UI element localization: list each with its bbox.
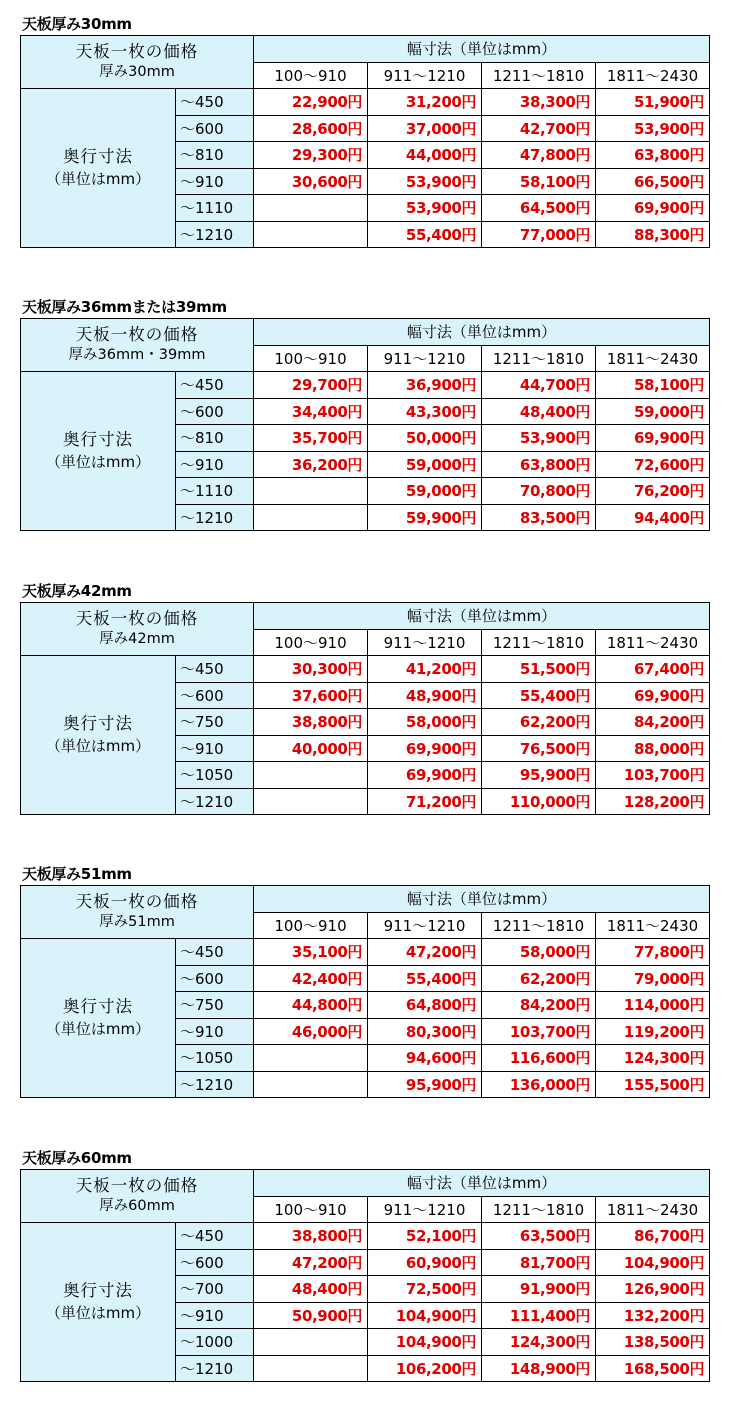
depth-label-line1: 奥行寸法	[63, 1281, 133, 1300]
table-row	[21, 89, 710, 116]
price-cell: 35,100円	[254, 939, 368, 966]
depth-cell: ～450	[176, 89, 254, 116]
price-cell: 47,200円	[254, 1249, 368, 1276]
price-cell: 62,200円	[482, 709, 596, 736]
price-cell: 64,500円	[482, 195, 596, 222]
price-cell: 59,900円	[368, 504, 482, 531]
corner-title: 天板一枚の価格	[75, 892, 199, 911]
width-range-cell: 100～910	[254, 345, 368, 372]
price-cell: 79,000円	[596, 965, 710, 992]
table-row	[21, 939, 710, 966]
price-cell: 62,200円	[482, 965, 596, 992]
price-cell: 53,900円	[596, 115, 710, 142]
depth-label-line1: 奥行寸法	[63, 430, 133, 449]
width-range-cell: 1211～1810	[482, 1196, 596, 1223]
price-cell: 71,200円	[368, 788, 482, 815]
width-range-cell: 1811～2430	[596, 629, 710, 656]
depth-cell: ～600	[176, 115, 254, 142]
depth-cell: ～450	[176, 1223, 254, 1250]
thickness-label: 厚み51mm	[99, 914, 175, 930]
width-range-cell: 100～910	[254, 62, 368, 89]
price-cell: 77,000円	[482, 221, 596, 248]
price-cell: 46,000円	[254, 1018, 368, 1045]
depth-label-line2: （単位はmm）	[45, 170, 151, 188]
price-cell: 51,900円	[596, 89, 710, 116]
price-cell: 110,000円	[482, 788, 596, 815]
price-cell: 48,400円	[254, 1276, 368, 1303]
price-cell: 47,800円	[482, 142, 596, 169]
depth-cell: ～450	[176, 939, 254, 966]
width-range-cell: 911～1210	[368, 62, 482, 89]
price-cell: 42,400円	[254, 965, 368, 992]
width-range-cell: 1811～2430	[596, 345, 710, 372]
price-cell: 124,300円	[482, 1329, 596, 1356]
price-cell: 60,900円	[368, 1249, 482, 1276]
table-corner-label	[21, 603, 254, 656]
depth-cell: ～910	[176, 1302, 254, 1329]
width-range-cell: 1211～1810	[482, 62, 596, 89]
depth-cell: ～910	[176, 168, 254, 195]
price-cell: 29,300円	[254, 142, 368, 169]
price-cell	[254, 762, 368, 789]
depth-axis-label	[21, 89, 176, 248]
width-header: 幅寸法（単位はmm）	[254, 886, 710, 913]
price-cell: 106,200円	[368, 1355, 482, 1382]
depth-cell: ～700	[176, 1276, 254, 1303]
price-cell: 69,900円	[368, 762, 482, 789]
price-cell	[254, 1355, 368, 1382]
price-cell: 155,500円	[596, 1071, 710, 1098]
width-range-cell: 100～910	[254, 912, 368, 939]
price-cell	[254, 788, 368, 815]
price-cell: 104,900円	[596, 1249, 710, 1276]
price-cell: 168,500円	[596, 1355, 710, 1382]
section-title: 天板厚み30mm	[22, 15, 132, 33]
price-cell: 104,900円	[368, 1302, 482, 1329]
thickness-label: 厚み36mm・39mm	[68, 347, 206, 363]
depth-cell: ～1210	[176, 788, 254, 815]
depth-cell: ～810	[176, 425, 254, 452]
width-range-cell: 911～1210	[368, 345, 482, 372]
table-corner-label	[21, 36, 254, 89]
depth-label-line2: （単位はmm）	[45, 1020, 151, 1038]
price-cell: 66,500円	[596, 168, 710, 195]
price-cell: 37,600円	[254, 682, 368, 709]
price-cell	[254, 221, 368, 248]
depth-cell: ～600	[176, 1249, 254, 1276]
price-cell: 59,000円	[368, 478, 482, 505]
width-range-cell: 1211～1810	[482, 912, 596, 939]
price-cell: 38,800円	[254, 1223, 368, 1250]
price-cell: 34,400円	[254, 398, 368, 425]
width-range-cell: 1811～2430	[596, 1196, 710, 1223]
price-cell: 50,900円	[254, 1302, 368, 1329]
header-row	[21, 603, 710, 630]
corner-title: 天板一枚の価格	[75, 1176, 199, 1195]
price-cell: 59,000円	[368, 451, 482, 478]
depth-cell: ～1110	[176, 195, 254, 222]
depth-label-line2: （単位はmm）	[45, 1304, 151, 1322]
depth-axis-label	[21, 939, 176, 1098]
price-cell: 69,900円	[596, 682, 710, 709]
price-cell: 58,100円	[596, 372, 710, 399]
width-header: 幅寸法（単位はmm）	[254, 36, 710, 63]
table-row	[21, 1223, 710, 1250]
width-range-cell: 911～1210	[368, 629, 482, 656]
depth-cell: ～600	[176, 682, 254, 709]
price-cell: 64,800円	[368, 992, 482, 1019]
price-cell	[254, 504, 368, 531]
width-range-cell: 911～1210	[368, 1196, 482, 1223]
price-cell: 126,900円	[596, 1276, 710, 1303]
width-range-cell: 1811～2430	[596, 62, 710, 89]
depth-cell: ～1210	[176, 221, 254, 248]
table-corner-label	[21, 319, 254, 372]
price-cell: 58,000円	[482, 939, 596, 966]
table-row	[21, 372, 710, 399]
depth-cell: ～600	[176, 398, 254, 425]
price-cell: 116,600円	[482, 1045, 596, 1072]
width-range-cell: 911～1210	[368, 912, 482, 939]
depth-cell: ～600	[176, 965, 254, 992]
price-cell: 70,800円	[482, 478, 596, 505]
price-cell: 63,800円	[596, 142, 710, 169]
price-cell	[254, 478, 368, 505]
depth-cell: ～450	[176, 656, 254, 683]
depth-cell: ～1050	[176, 762, 254, 789]
price-cell: 69,900円	[596, 195, 710, 222]
price-cell: 58,100円	[482, 168, 596, 195]
width-range-cell: 100～910	[254, 1196, 368, 1223]
price-cell: 88,000円	[596, 735, 710, 762]
depth-label-line2: （単位はmm）	[45, 737, 151, 755]
corner-title: 天板一枚の価格	[75, 42, 199, 61]
depth-cell: ～910	[176, 1018, 254, 1045]
table-corner-label	[21, 886, 254, 939]
price-cell: 51,500円	[482, 656, 596, 683]
price-cell: 58,000円	[368, 709, 482, 736]
price-cell: 80,300円	[368, 1018, 482, 1045]
price-cell: 103,700円	[596, 762, 710, 789]
price-cell: 86,700円	[596, 1223, 710, 1250]
price-cell: 53,900円	[482, 425, 596, 452]
price-cell: 138,500円	[596, 1329, 710, 1356]
price-cell: 67,400円	[596, 656, 710, 683]
price-cell: 95,900円	[368, 1071, 482, 1098]
depth-cell: ～1210	[176, 1355, 254, 1382]
depth-cell: ～450	[176, 372, 254, 399]
price-cell: 77,800円	[596, 939, 710, 966]
price-cell: 94,400円	[596, 504, 710, 531]
price-table	[20, 35, 710, 248]
depth-cell: ～1000	[176, 1329, 254, 1356]
header-row	[21, 319, 710, 346]
price-cell: 44,000円	[368, 142, 482, 169]
width-range-cell: 1211～1810	[482, 629, 596, 656]
price-cell: 47,200円	[368, 939, 482, 966]
price-cell: 48,900円	[368, 682, 482, 709]
price-cell: 83,500円	[482, 504, 596, 531]
price-cell: 30,300円	[254, 656, 368, 683]
section-title: 天板厚み36mmまたは39mm	[22, 298, 227, 316]
price-cell: 37,000円	[368, 115, 482, 142]
price-cell: 42,700円	[482, 115, 596, 142]
section-title: 天板厚み60mm	[22, 1149, 132, 1167]
price-cell: 38,800円	[254, 709, 368, 736]
price-cell: 31,200円	[368, 89, 482, 116]
price-cell	[254, 1071, 368, 1098]
depth-axis-label	[21, 1223, 176, 1382]
price-cell: 128,200円	[596, 788, 710, 815]
price-cell: 69,900円	[368, 735, 482, 762]
header-row	[21, 1170, 710, 1197]
header-row	[21, 886, 710, 913]
price-cell: 52,100円	[368, 1223, 482, 1250]
price-table	[20, 885, 710, 1098]
thickness-label: 厚み42mm	[99, 631, 175, 647]
price-cell: 30,600円	[254, 168, 368, 195]
price-cell: 22,900円	[254, 89, 368, 116]
price-cell	[254, 1329, 368, 1356]
price-cell: 81,700円	[482, 1249, 596, 1276]
price-cell: 53,900円	[368, 195, 482, 222]
price-cell: 36,200円	[254, 451, 368, 478]
section-title: 天板厚み42mm	[22, 582, 132, 600]
price-cell: 124,300円	[596, 1045, 710, 1072]
price-cell: 29,700円	[254, 372, 368, 399]
width-header: 幅寸法（単位はmm）	[254, 603, 710, 630]
price-cell: 119,200円	[596, 1018, 710, 1045]
price-table	[20, 602, 710, 815]
price-cell: 35,700円	[254, 425, 368, 452]
price-cell: 132,200円	[596, 1302, 710, 1329]
price-cell: 72,600円	[596, 451, 710, 478]
thickness-label: 厚み30mm	[99, 64, 175, 80]
depth-cell: ～810	[176, 142, 254, 169]
corner-title: 天板一枚の価格	[75, 609, 199, 628]
price-cell: 84,200円	[596, 709, 710, 736]
depth-cell: ～1050	[176, 1045, 254, 1072]
price-cell: 63,500円	[482, 1223, 596, 1250]
price-cell: 55,400円	[368, 221, 482, 248]
price-cell: 148,900円	[482, 1355, 596, 1382]
price-cell: 88,300円	[596, 221, 710, 248]
depth-cell: ～750	[176, 709, 254, 736]
depth-label-line1: 奥行寸法	[63, 147, 133, 166]
price-cell: 40,000円	[254, 735, 368, 762]
price-cell: 84,200円	[482, 992, 596, 1019]
price-cell: 41,200円	[368, 656, 482, 683]
price-cell	[254, 195, 368, 222]
width-header: 幅寸法（単位はmm）	[254, 1170, 710, 1197]
price-cell: 28,600円	[254, 115, 368, 142]
depth-axis-label	[21, 656, 176, 815]
corner-title: 天板一枚の価格	[75, 325, 199, 344]
depth-cell: ～1210	[176, 504, 254, 531]
price-cell: 69,900円	[596, 425, 710, 452]
price-cell: 63,800円	[482, 451, 596, 478]
price-cell: 36,900円	[368, 372, 482, 399]
depth-axis-label	[21, 372, 176, 531]
depth-cell: ～1210	[176, 1071, 254, 1098]
price-cell	[254, 1045, 368, 1072]
width-range-cell: 1211～1810	[482, 345, 596, 372]
price-cell: 44,800円	[254, 992, 368, 1019]
price-cell: 103,700円	[482, 1018, 596, 1045]
price-cell: 76,500円	[482, 735, 596, 762]
depth-label-line1: 奥行寸法	[63, 997, 133, 1016]
price-cell: 59,000円	[596, 398, 710, 425]
price-cell: 72,500円	[368, 1276, 482, 1303]
price-cell: 38,300円	[482, 89, 596, 116]
depth-label-line1: 奥行寸法	[63, 714, 133, 733]
price-cell: 114,000円	[596, 992, 710, 1019]
price-cell: 53,900円	[368, 168, 482, 195]
price-cell: 50,000円	[368, 425, 482, 452]
price-cell: 136,000円	[482, 1071, 596, 1098]
depth-cell: ～910	[176, 735, 254, 762]
width-range-cell: 100～910	[254, 629, 368, 656]
depth-cell: ～1110	[176, 478, 254, 505]
price-table	[20, 318, 710, 531]
price-cell: 95,900円	[482, 762, 596, 789]
header-row	[21, 36, 710, 63]
price-cell: 55,400円	[482, 682, 596, 709]
thickness-label: 厚み60mm	[99, 1198, 175, 1214]
table-row	[21, 656, 710, 683]
depth-label-line2: （単位はmm）	[45, 453, 151, 471]
width-range-cell: 1811～2430	[596, 912, 710, 939]
width-header: 幅寸法（単位はmm）	[254, 319, 710, 346]
price-cell: 94,600円	[368, 1045, 482, 1072]
price-cell: 55,400円	[368, 965, 482, 992]
price-cell: 48,400円	[482, 398, 596, 425]
section-title: 天板厚み51mm	[22, 865, 132, 883]
price-cell: 43,300円	[368, 398, 482, 425]
price-cell: 91,900円	[482, 1276, 596, 1303]
table-corner-label	[21, 1170, 254, 1223]
price-table	[20, 1169, 710, 1382]
price-cell: 104,900円	[368, 1329, 482, 1356]
depth-cell: ～750	[176, 992, 254, 1019]
price-cell: 111,400円	[482, 1302, 596, 1329]
price-cell: 76,200円	[596, 478, 710, 505]
price-cell: 44,700円	[482, 372, 596, 399]
depth-cell: ～910	[176, 451, 254, 478]
